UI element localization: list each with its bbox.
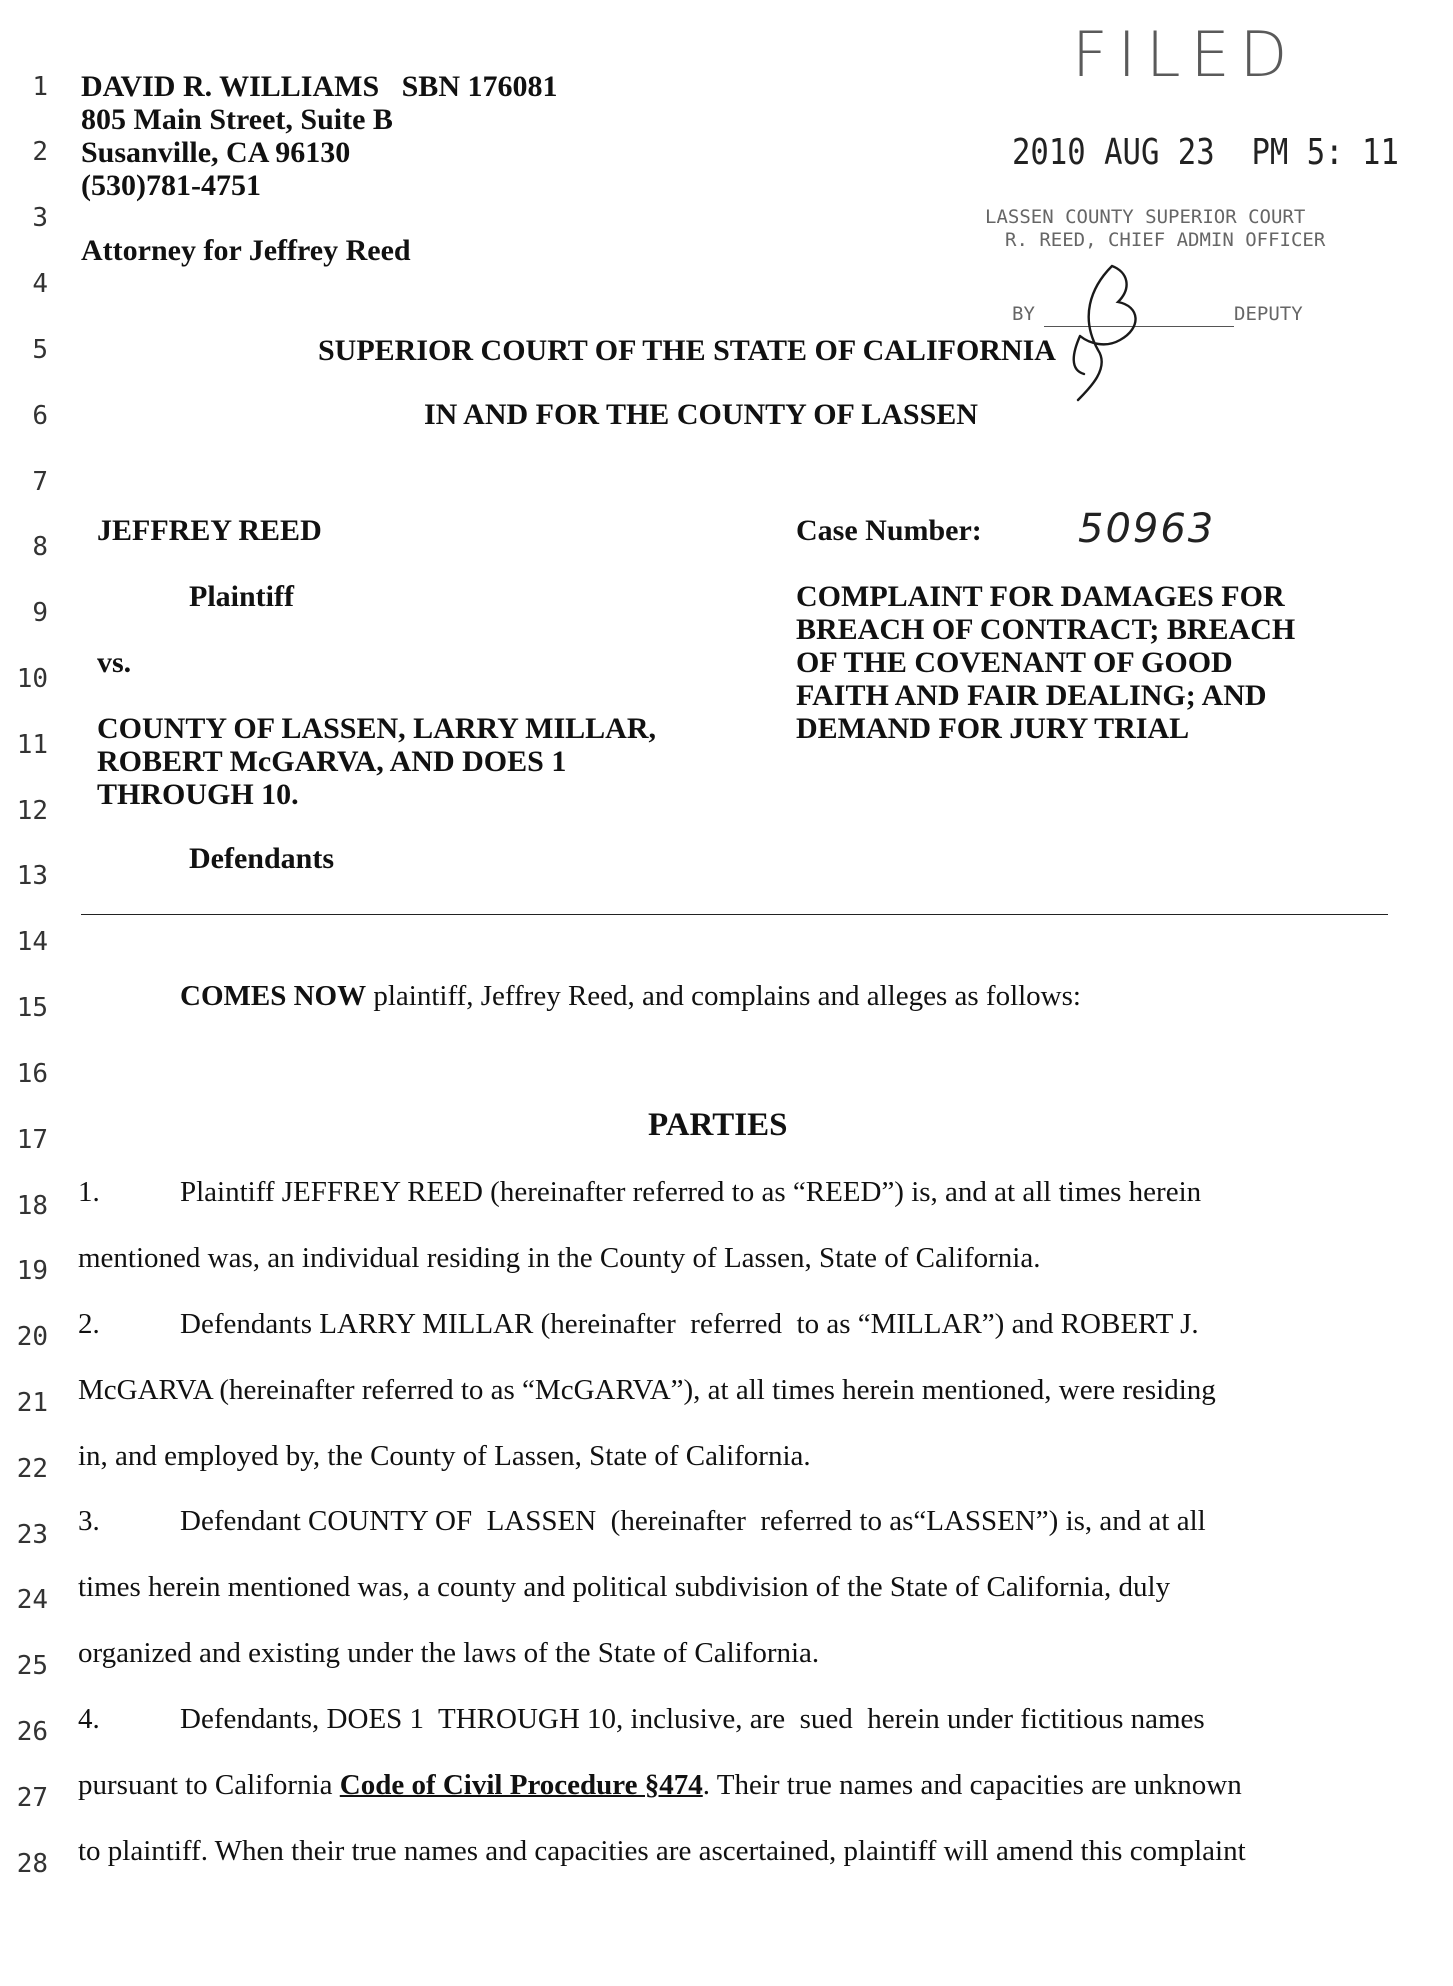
defendants-line: ROBERT McGARVA, AND DOES 1	[97, 745, 567, 778]
court-county: IN AND FOR THE COUNTY OF LASSEN	[424, 398, 978, 431]
paragraph-1-line: Plaintiff JEFFREY REED (hereinafter referred to as “REED”) is, and at all times herein	[180, 1176, 1202, 1208]
attorney-name: DAVID R. WILLIAMS SBN 176081	[81, 70, 558, 103]
line-number: 19	[16, 1256, 48, 1286]
line-number: 20	[16, 1322, 48, 1352]
paragraph-number: 3.	[78, 1505, 100, 1537]
complaint-title	[796, 580, 1295, 745]
defendants-names	[97, 712, 656, 811]
line-number: 28	[16, 1849, 48, 1879]
line-number: 18	[16, 1191, 48, 1221]
caption-divider	[81, 914, 1388, 915]
intro-sentence	[180, 980, 1081, 1013]
intro-text: plaintiff, Jeffrey Reed, and complains and alleges as follows:	[366, 980, 1081, 1012]
filed-stamp-court: LASSEN COUNTY SUPERIOR COURT	[985, 206, 1306, 228]
paragraph-number: 4.	[78, 1703, 100, 1735]
paragraph-2-line: Defendants LARRY MILLAR (hereinafter referred to as “MILLAR”) and ROBERT J.	[180, 1308, 1199, 1340]
line-number: 7	[32, 467, 48, 497]
filed-stamp-officer: R. REED, CHIEF ADMIN OFFICER	[1005, 229, 1326, 251]
defendants-line: COUNTY OF LASSEN, LARRY MILLAR,	[97, 712, 656, 745]
paragraph-3-line: organized and existing under the laws of the State of California.	[78, 1637, 820, 1669]
line-number: 25	[16, 1651, 48, 1681]
line-number: 16	[16, 1059, 48, 1089]
attorney-phone: (530)781-4751	[81, 169, 261, 202]
line-number: 23	[16, 1520, 48, 1550]
attorney-address-1: 805 Main Street, Suite B	[81, 103, 393, 136]
filed-stamp-by: BY	[1012, 303, 1035, 325]
line-number: 27	[16, 1783, 48, 1813]
filed-stamp-title: FILED	[1072, 18, 1298, 91]
paragraph-4-line	[78, 1769, 1242, 1802]
filed-stamp-deputy: DEPUTY	[1234, 303, 1303, 325]
defendants-line: THROUGH 10.	[97, 778, 299, 811]
code-citation: Code of Civil Procedure §474	[339, 1769, 703, 1801]
line-number: 6	[32, 401, 48, 431]
paragraph-4-line: to plaintiff. When their true names and capacities are ascertained, plaintiff will amend this complaint	[78, 1835, 1246, 1867]
complaint-title-line: DEMAND FOR JURY TRIAL	[796, 712, 1190, 745]
attorney-role: Attorney for Jeffrey Reed	[81, 234, 411, 267]
line-number: 1	[32, 72, 48, 102]
versus: vs.	[97, 646, 132, 679]
line-number: 5	[32, 335, 48, 365]
paragraph-2-line: in, and employed by, the County of Lassen, State of California.	[78, 1440, 811, 1472]
filed-stamp-datetime: 2010 AUG 23 PM 5: 11	[1012, 132, 1399, 173]
line-number: 24	[16, 1585, 48, 1615]
line-number: 4	[32, 269, 48, 299]
paragraph-4-text: pursuant to California	[78, 1769, 340, 1801]
attorney-block	[81, 70, 557, 202]
line-number: 17	[16, 1125, 48, 1155]
case-number: 50963	[1078, 506, 1216, 552]
complaint-title-line: OF THE COVENANT OF GOOD	[796, 646, 1233, 679]
complaint-title-line: FAITH AND FAIR DEALING; AND	[796, 679, 1267, 712]
defendants-label: Defendants	[189, 842, 335, 875]
case-number-label: Case Number:	[796, 514, 982, 547]
line-number: 12	[16, 796, 48, 826]
section-heading: PARTIES	[648, 1107, 788, 1143]
line-number: 2	[32, 137, 48, 167]
line-number: 10	[16, 664, 48, 694]
line-number: 26	[16, 1717, 48, 1747]
line-number: 15	[16, 993, 48, 1023]
line-number: 9	[32, 598, 48, 628]
deputy-signature-icon	[1050, 258, 1160, 408]
paragraph-number: 2.	[78, 1308, 100, 1340]
line-number: 22	[16, 1454, 48, 1484]
paragraph-4-text: . Their true names and capacities are unknown	[702, 1769, 1242, 1801]
complaint-title-line: BREACH OF CONTRACT; BREACH	[796, 613, 1296, 646]
plaintiff-name: JEFFREY REED	[97, 514, 322, 547]
paragraph-3-line: Defendant COUNTY OF LASSEN (hereinafter referred to as“LASSEN”) is, and at all	[180, 1505, 1206, 1537]
line-number: 3	[32, 203, 48, 233]
line-number: 14	[16, 927, 48, 957]
line-number: 8	[32, 532, 48, 562]
line-number: 21	[16, 1388, 48, 1418]
paragraph-number: 1.	[78, 1176, 100, 1208]
paragraph-1-line: mentioned was, an individual residing in the County of Lassen, State of California.	[78, 1242, 1041, 1274]
line-number: 13	[16, 861, 48, 891]
paragraph-4-line: Defendants, DOES 1 THROUGH 10, inclusive, are sued herein under fictitious names	[180, 1703, 1205, 1735]
paragraph-2-line: McGARVA (hereinafter referred to as “McGARVA”), at all times herein mentioned, were residing	[78, 1374, 1216, 1406]
line-number: 11	[16, 730, 48, 760]
attorney-address-2: Susanville, CA 96130	[81, 136, 351, 169]
intro-bold: COMES NOW	[180, 980, 367, 1012]
plaintiff-label: Plaintiff	[189, 580, 294, 613]
paragraph-3-line: times herein mentioned was, a county and political subdivision of the State of California, duly	[78, 1571, 1171, 1603]
court-title: SUPERIOR COURT OF THE STATE OF CALIFORNIA	[318, 334, 1056, 367]
complaint-title-line: COMPLAINT FOR DAMAGES FOR	[796, 580, 1285, 613]
